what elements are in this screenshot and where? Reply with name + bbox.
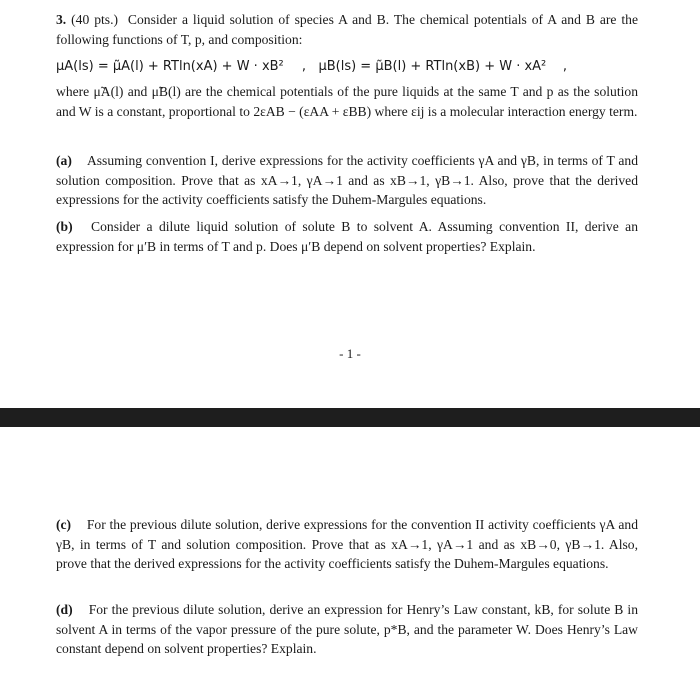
part-d-text: For the previous dilute solution, derive an expression for Henry’s Law constant, kB, for solute B in solvent A in terms of the vapor pressure of the pure solute, p*B, and the parameter W. Does Henry’s Law constant depend on solvent properties? Explain. [56,602,638,656]
question-points: (40 pts.) [71,12,119,27]
part-d-label: (d) [56,602,73,617]
part-b-text: Consider a dilute liquid solution of solute B to solvent A. Assuming convention II, derive an expression for μ′B in terms of T and p. Does μ′B depend on solvent properties? Explain. [56,219,638,254]
part-b [56,217,638,256]
page-bottom [0,427,700,677]
part-a-text: Assuming convention I, derive expressions for the activity coefficients γA and γB, in terms of T and solution composition. Prove that as xA→1, γA→1 and as xB→1, γB→1. Also, prove that the derived expressions for the activity coefficients satisfy the Duhem-Margules equations. [56,153,638,207]
part-a-label: (a) [56,153,72,168]
part-c-label: (c) [56,517,72,532]
equation-b: μB(ls) = μ̃B(l) + RTln(xB) + W · xA² [318,59,547,74]
question-intro [56,10,638,49]
part-c-text: For the previous dilute solution, derive expressions for the convention II activity coefficients γA and γB, in terms of T and solution composition. Prove that as xA→1, γA→1 and as xB→0, γB→1. Also, prove that the derived expressions for the activity coefficients satisfy the Duhem-Margules equations. [56,517,639,571]
where-paragraph: where μ̃A(l) and μ̃B(l) are the chemical potentials of the pure liquids at the same T and p as the solution and W is a constant, proportional to 2εAB − (εAA + εBB) where εij is a molecular interaction energy term. [56,84,638,119]
part-a [56,151,638,210]
page-separator [0,408,700,427]
part-d [56,600,638,659]
equation-a: μA(ls) = μ̃A(l) + RTln(xA) + W · xB² [56,59,284,74]
part-b-label: (b) [56,219,73,234]
question-number: 3. [56,12,67,27]
question-intro-text: Consider a liquid solution of species A and B. The chemical potentials of A and B are the following functions of T, p, and composition: [56,12,639,47]
page-number: - 1 - [339,346,361,361]
chemical-potential-equations: μA(ls) = μ̃A(l) + RTln(xA) + W · xB² , μB(ls) = μ̃B(l) + RTln(xB) + W · xA² , [56,59,567,74]
part-c [56,515,638,574]
